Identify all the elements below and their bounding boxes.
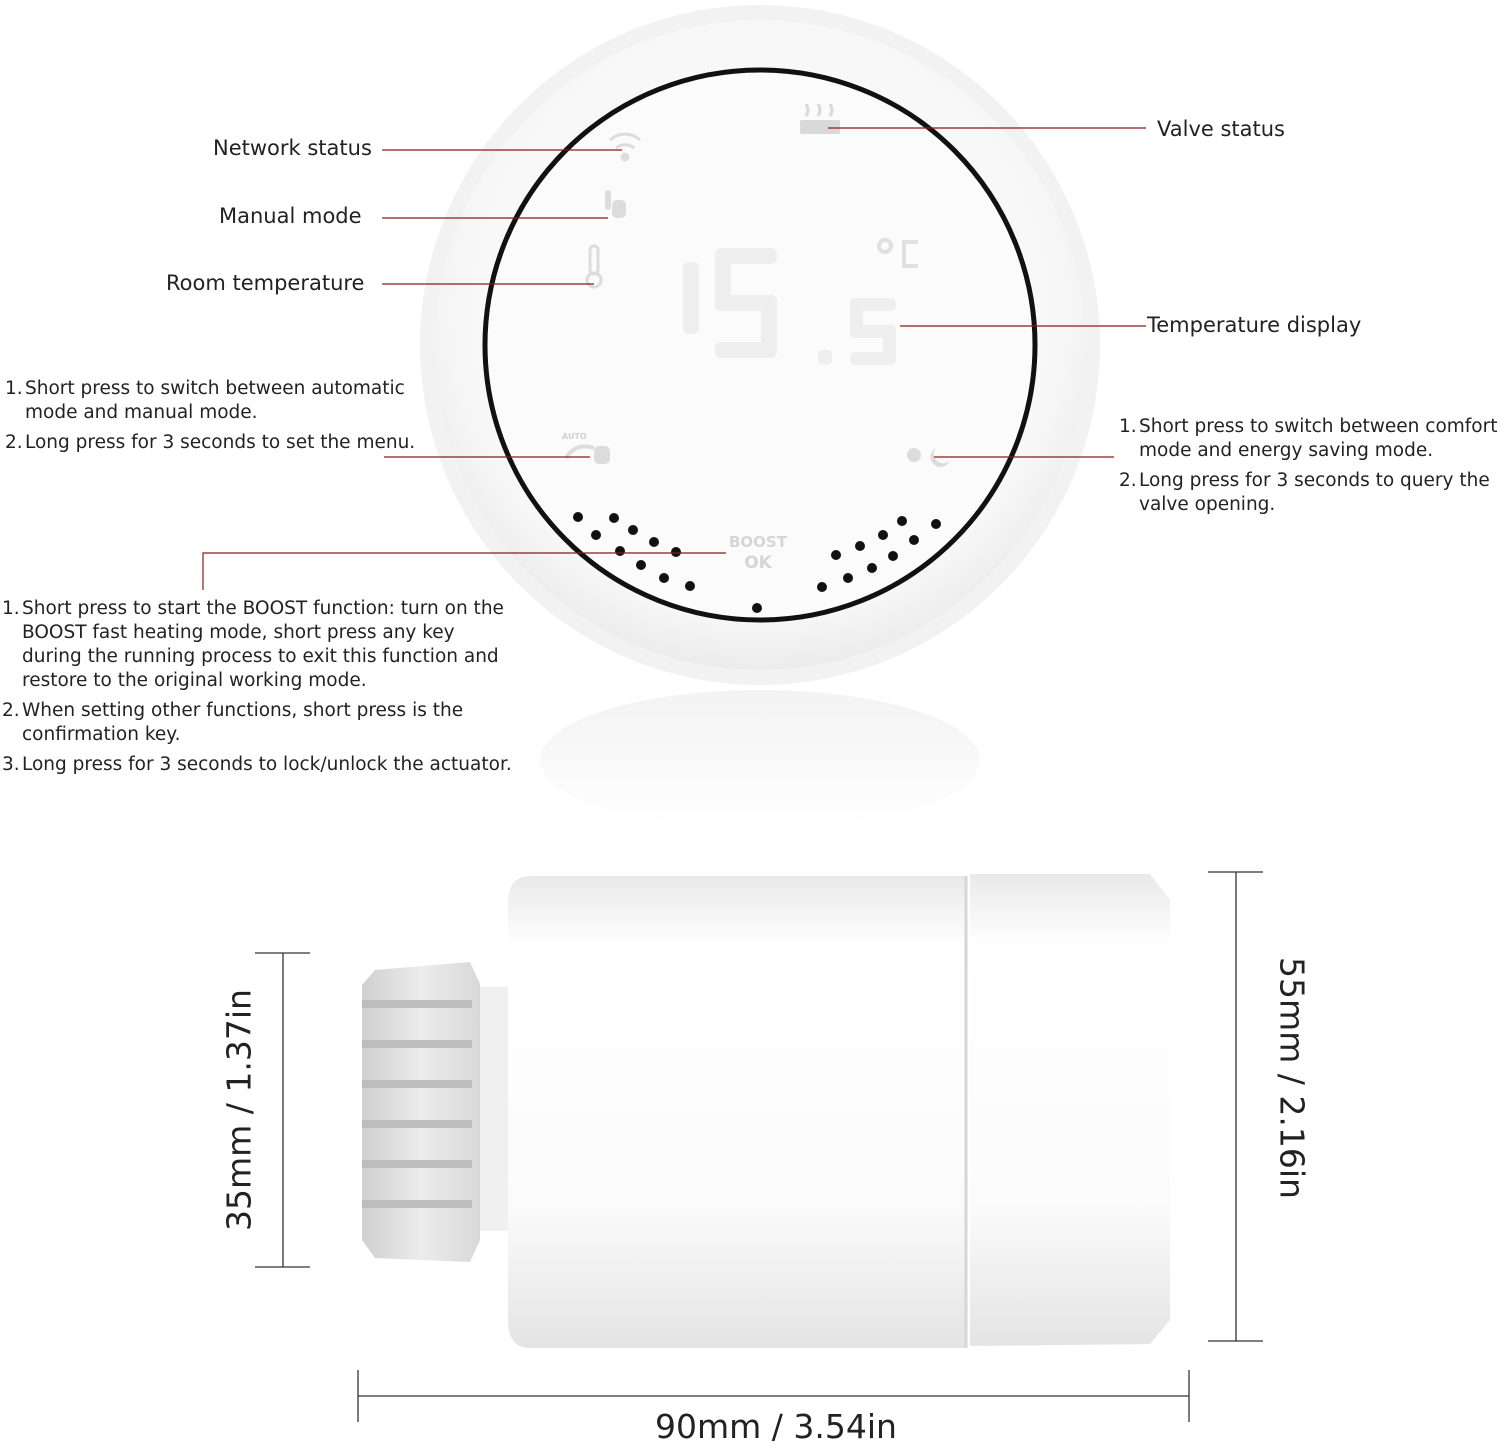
nut-diameter-label: 35mm / 1.37in	[219, 989, 259, 1231]
actuator-cap	[970, 874, 1170, 1346]
list-item: 3. Long press for 3 seconds to lock/unlock the actuator.	[2, 754, 512, 775]
network-status-label: Network status	[213, 136, 372, 160]
list-item: 2. Long press for 3 seconds to set the menu.	[5, 432, 416, 453]
auto-manual-notes	[5, 377, 425, 461]
length-label: 90mm / 3.54in	[655, 1407, 897, 1446]
knurled-nut	[362, 962, 480, 1262]
manual-mode-label: Manual mode	[219, 204, 362, 228]
comfort-eco-notes	[1119, 415, 1500, 523]
boost-ok-notes	[2, 597, 512, 783]
valve-status-label: Valve status	[1157, 117, 1285, 141]
list-item: 1. Short press to switch between automatic mode and manual mode.	[5, 378, 405, 423]
list-item: 1. Short press to switch between comfort mode and energy saving mode.	[1119, 416, 1498, 461]
list-item: 2. When setting other functions, short press is the confirmation key.	[2, 700, 464, 745]
actuator-body	[508, 876, 966, 1348]
temperature-display-label: Temperature display	[1147, 313, 1362, 337]
svg-text:OK: OK	[744, 553, 772, 573]
reflection	[540, 690, 980, 830]
body-diameter-label: 55mm / 2.16in	[1272, 957, 1312, 1199]
list-item: 1. Short press to start the BOOST function: turn on the BOOST fast heating mode, short press any key during the running process to exit this function and restore to the original working mode.	[2, 598, 504, 691]
boost-ok-mark: BOOST	[729, 533, 787, 551]
auto-text: AUTO	[562, 432, 587, 441]
room-temperature-label: Room temperature	[166, 271, 365, 295]
list-item: 2. Long press for 3 seconds to query the valve opening.	[1119, 470, 1490, 515]
